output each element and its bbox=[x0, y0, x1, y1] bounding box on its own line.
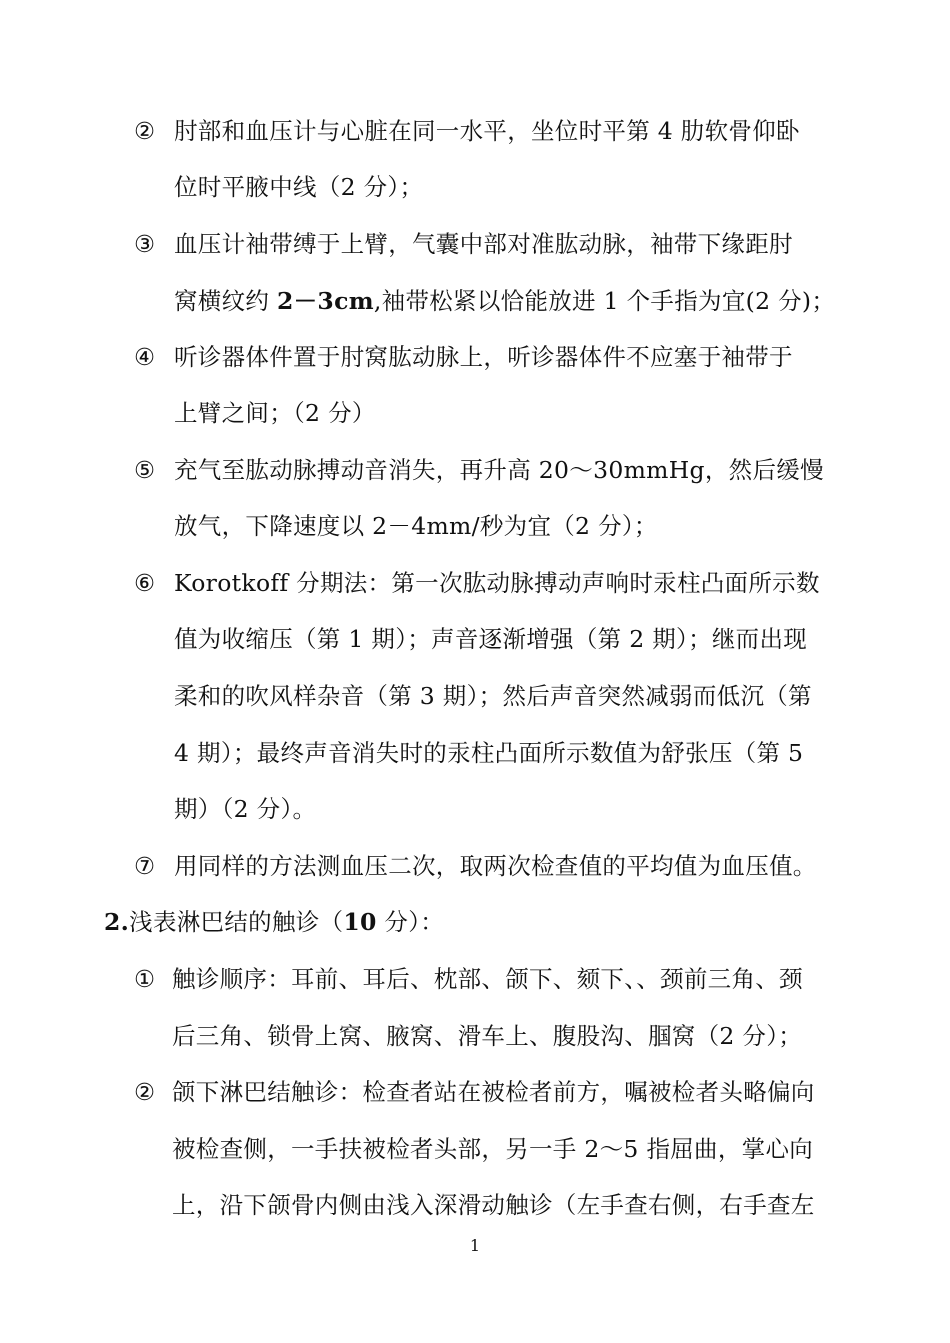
text-line: 后三角、锁骨上窝、腋窝、滑车上、腹股沟、腘窝（2 分）； bbox=[172, 1022, 803, 1050]
page-number: 1 bbox=[469, 1236, 481, 1255]
text-line: 触诊顺序：耳前、耳后、枕部、颌下、颏下、、颈前三角、颈 bbox=[172, 965, 803, 993]
text-line: 上臂之间；（2 分） bbox=[174, 399, 376, 427]
item-number: ⑥ bbox=[134, 569, 156, 597]
item-number: ⑦ bbox=[134, 852, 156, 880]
text-span: ,袖带松紧以恰能放进 1 个手指为宜(2 分)； bbox=[373, 287, 836, 315]
text-line: 充气至肱动脉搏动音消失，再升高 20～30mmHg，然后缓慢 bbox=[174, 456, 824, 484]
item-number: ③ bbox=[134, 230, 156, 258]
text-line: 颌下淋巴结触诊：检查者站在被检者前方，嘱被检者头略偏向 bbox=[172, 1078, 815, 1106]
text-line: Korotkoff 分期法：第一次肱动脉搏动声响时汞柱凸面所示数 bbox=[174, 569, 820, 597]
section-suffix: 分）： bbox=[376, 908, 445, 936]
text-line: 期）（2 分）。 bbox=[174, 795, 317, 823]
text-line: 肘部和血压计与心脏在同一水平，坐位时平第 4 肋软骨仰卧 bbox=[174, 117, 800, 145]
text-line: 4 期）；最终声音消失时的汞柱凸面所示数值为舒张压（第 5 bbox=[174, 739, 804, 767]
text-line: 上，沿下颌骨内侧由浅入深滑动触诊（左手查右侧，右手查左 bbox=[172, 1191, 815, 1219]
item-number: ④ bbox=[134, 343, 156, 371]
section-score: 10 bbox=[343, 908, 377, 936]
section-heading bbox=[104, 907, 444, 937]
section-number: 2. bbox=[104, 908, 130, 936]
text-line: 值为收缩压（第 1 期）；声音逐渐增强（第 2 期）；继而出现 bbox=[174, 625, 808, 653]
text-line: 被检查侧，一手扶被检者头部，另一手 2～5 指屈曲，掌心向 bbox=[172, 1135, 814, 1163]
item-number: ② bbox=[134, 117, 156, 145]
text-line: 用同样的方法测血压二次，取两次检查值的平均值为血压值。 bbox=[174, 852, 817, 880]
item-number: ② bbox=[134, 1078, 156, 1106]
text-line: 位时平腋中线（2 分）； bbox=[174, 173, 424, 201]
text-line: 血压计袖带缚于上臂，气囊中部对准肱动脉，袖带下缘距肘 bbox=[174, 230, 793, 258]
item-number: ⑤ bbox=[134, 456, 156, 484]
text-span: 窝横纹约 bbox=[174, 287, 277, 315]
section-title: 浅表淋巴结的触诊（ bbox=[129, 908, 344, 936]
text-line bbox=[174, 286, 835, 316]
bold-measure: 2－3cm bbox=[276, 287, 374, 315]
text-line: 柔和的吹风样杂音（第 3 期）；然后声音突然减弱而低沉（第 bbox=[174, 682, 812, 710]
text-line: 听诊器体件置于肘窝肱动脉上，听诊器体件不应塞于袖带于 bbox=[174, 343, 793, 371]
text-line: 放气，下降速度以 2－4mm/秒为宜（2 分）； bbox=[174, 512, 658, 540]
item-number: ① bbox=[134, 965, 156, 993]
